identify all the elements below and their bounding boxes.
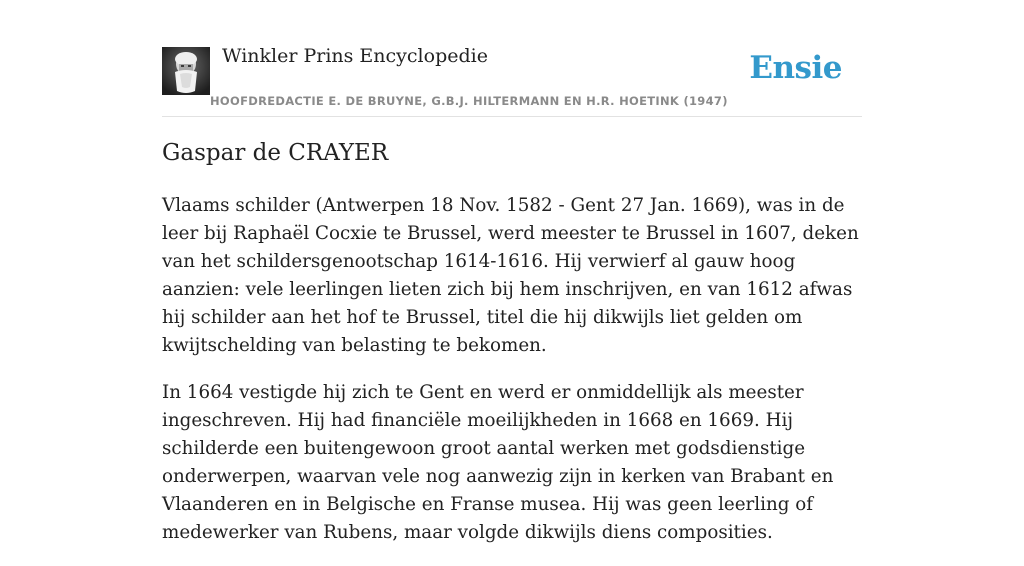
ensie-logo[interactable]: Ensie [749,50,842,86]
article-title: Gaspar de CRAYER [162,140,389,166]
article-body [162,192,866,566]
editors-credit: HOOFDREDACTIE E. DE BRUYNE, G.B.J. HILTERMANN EN H.R. HOETINK (1947) [210,94,728,108]
article-paragraph: Vlaams schilder (Antwerpen 18 Nov. 1582 - Gent 27 Jan. 1669), was in de leer bij Raphaël Cocxie te Brussel, werd meester te Brussel in 1607, deken van het schildersgenootschap 1614-1616. Hij verwierf al gauw hoog aanzien: vele leerlingen lieten zich bij hem inschrijven, en van 1612 afwas hij schilder aan het hof te Brussel, titel die hij dikwijls liet gelden om kwijtschelding van belasting te bekomen. [162,195,859,356]
encyclopedia-header [162,40,862,117]
author-avatar[interactable] [162,47,210,95]
author-portrait-image [162,47,210,95]
article-paragraph: In 1664 vestigde hij zich te Gent en werd er onmiddellijk als meester ingeschreven. Hij had financiële moeilijkheden in 1668 en 1669. Hij schilderde een buitengewoon groot aantal werken met godsdienstige onderwerpen, waarvan vele nog aanwezig zijn in kerken van Brabant en Vlaanderen en in Belgische en Franse musea. Hij was geen leerling of medewerker van Rubens, maar volgde dikwijls diens composities. [162,382,834,543]
site-title[interactable]: Winkler Prins Encyclopedie [222,45,488,67]
